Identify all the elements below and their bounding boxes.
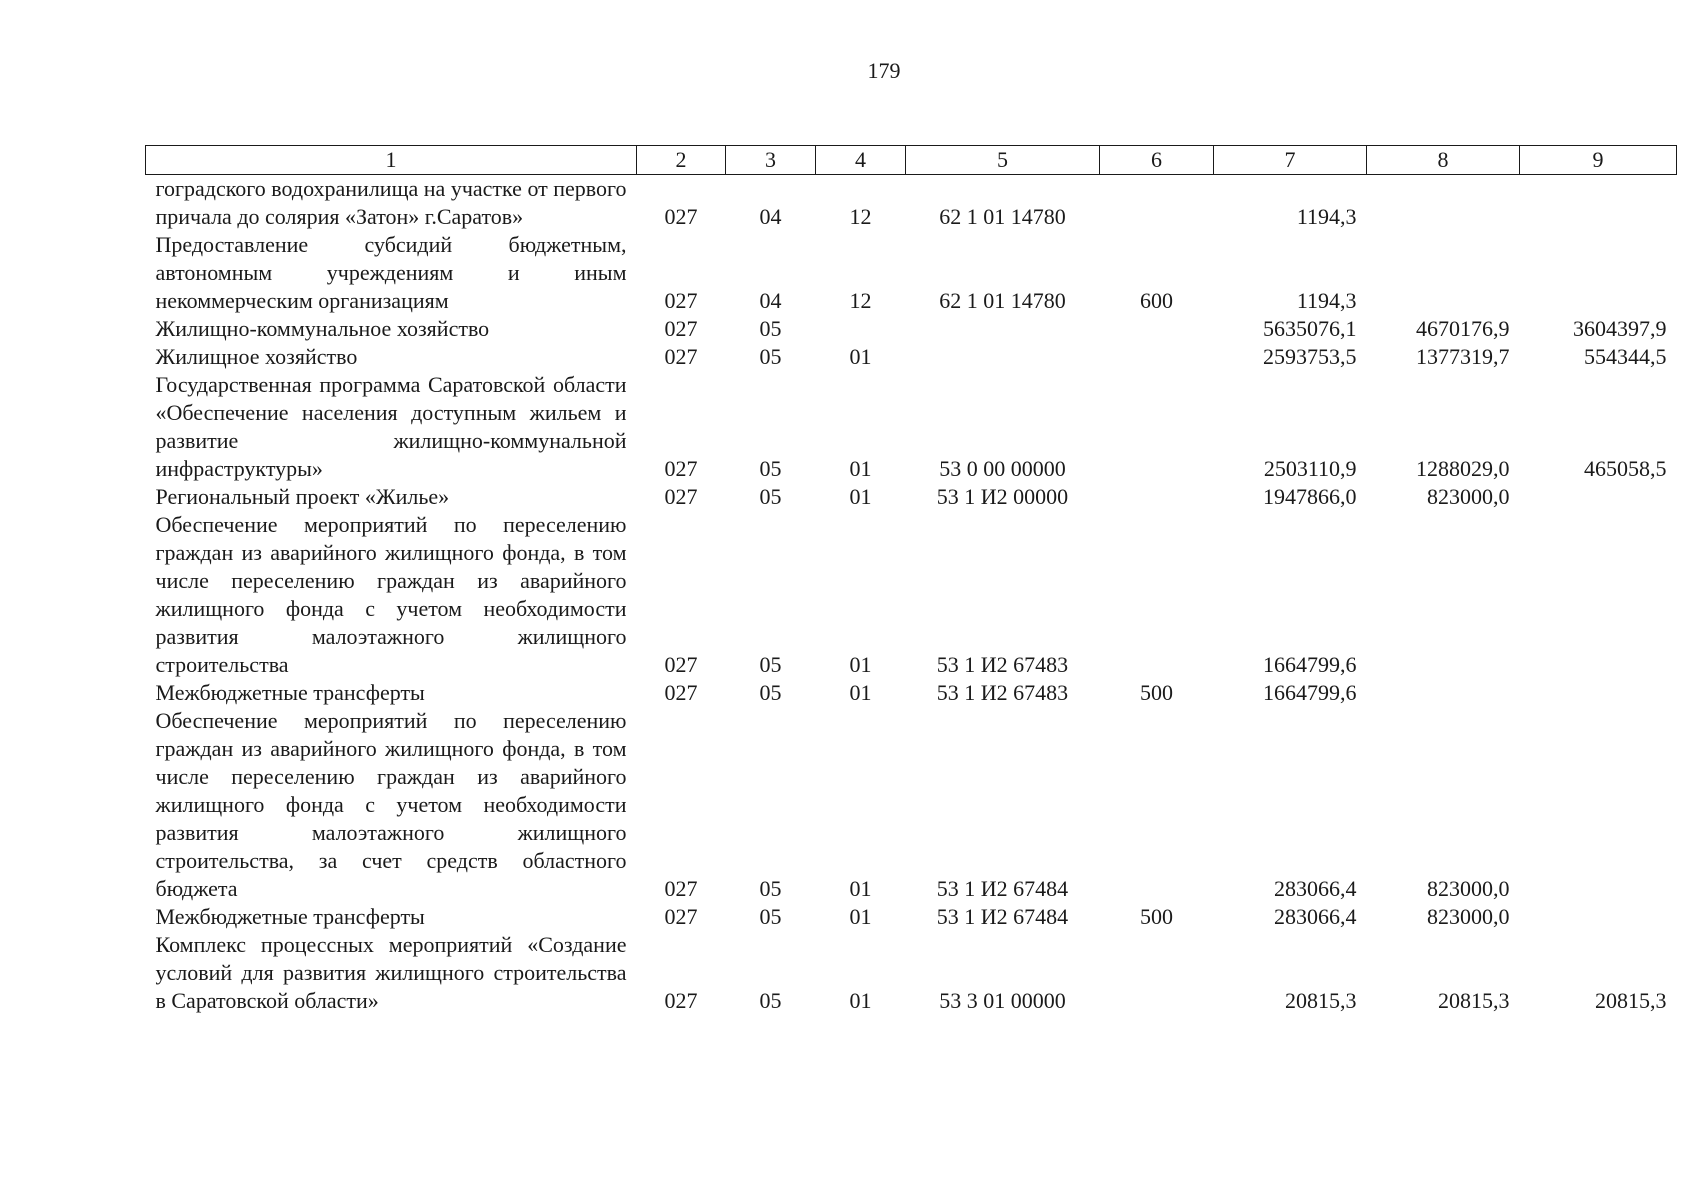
target-article-code — [906, 343, 1100, 371]
subsection-code: 12 — [849, 288, 872, 313]
column-header: 7 — [1214, 146, 1367, 175]
ministry-code: 027 — [664, 876, 698, 901]
target-article-code: 53 1 И2 67484 — [936, 876, 1069, 901]
column-header: 3 — [726, 146, 816, 175]
amount-year-3: 3604397,9 — [1573, 316, 1667, 341]
item-name: Региональный проект «Жилье» — [155, 484, 450, 509]
expense-type-code — [1100, 707, 1214, 903]
amount-year-1: 1664799,6 — [1263, 680, 1357, 705]
subsection-code: 01 — [849, 344, 872, 369]
ministry-code: 027 — [664, 316, 698, 341]
column-header: 1 — [146, 146, 637, 175]
amount-year-2: 20815,3 — [1438, 988, 1510, 1013]
amount-year-3: 465058,5 — [1584, 456, 1667, 481]
item-name: Межбюджетные трансферты — [155, 680, 425, 705]
amount-year-1: 1947866,0 — [1263, 484, 1357, 509]
table-row — [146, 483, 1677, 511]
ministry-code: 027 — [664, 344, 698, 369]
subsection-code — [816, 315, 906, 343]
item-name: гоградского водохранилища на участке от первого причала до солярия «Затон» г.Саратов» — [155, 176, 627, 229]
amount-year-1: 1664799,6 — [1263, 652, 1357, 677]
ministry-code: 027 — [664, 652, 698, 677]
table-row — [146, 707, 1677, 903]
subsection-code: 01 — [849, 988, 872, 1013]
section-code: 05 — [759, 316, 782, 341]
amount-year-3 — [1520, 511, 1677, 679]
table-row — [146, 903, 1677, 931]
ministry-code: 027 — [664, 680, 698, 705]
amount-year-3 — [1520, 175, 1677, 232]
expense-type-code: 500 — [1140, 904, 1173, 929]
table-row — [146, 511, 1677, 679]
item-name: Государственная программа Саратовской области «Обеспечение населения доступным жильем и развитие жилищно-коммунальной инфраструктуры» — [155, 372, 627, 481]
item-name: Жилищно-коммунальное хозяйство — [155, 316, 490, 341]
expense-type-code — [1100, 343, 1214, 371]
amount-year-2: 823000,0 — [1427, 904, 1510, 929]
amount-year-3 — [1520, 483, 1677, 511]
amount-year-2: 823000,0 — [1427, 484, 1510, 509]
section-code: 05 — [759, 904, 782, 929]
subsection-code: 01 — [849, 652, 872, 677]
expense-type-code: 600 — [1140, 288, 1173, 313]
target-article-code: 53 0 00 00000 — [939, 456, 1066, 481]
target-article-code: 53 1 И2 67484 — [936, 904, 1069, 929]
column-header: 4 — [816, 146, 906, 175]
item-name: Обеспечение мероприятий по переселению граждан из аварийного жилищного фонда, в том числе переселению граждан из аварийного жилищного фонда с учетом необходимости развития малоэтажного жилищного строительства — [155, 512, 627, 677]
page-number: 179 — [867, 58, 901, 83]
target-article-code — [906, 315, 1100, 343]
ministry-code: 027 — [664, 288, 698, 313]
table-row — [146, 679, 1677, 707]
column-header: 6 — [1100, 146, 1214, 175]
amount-year-3: 20815,3 — [1595, 988, 1667, 1013]
target-article-code: 62 1 01 14780 — [939, 204, 1066, 229]
section-code: 05 — [759, 680, 782, 705]
amount-year-3 — [1520, 231, 1677, 315]
ministry-code: 027 — [664, 484, 698, 509]
ministry-code: 027 — [664, 988, 698, 1013]
expense-type-code — [1100, 931, 1214, 1015]
amount-year-2 — [1367, 231, 1520, 315]
section-code: 04 — [759, 288, 782, 313]
amount-year-3 — [1520, 903, 1677, 931]
expense-type-code — [1100, 483, 1214, 511]
amount-year-2: 1288029,0 — [1416, 456, 1510, 481]
column-header: 8 — [1367, 146, 1520, 175]
table-row — [146, 343, 1677, 371]
amount-year-1: 5635076,1 — [1263, 316, 1357, 341]
target-article-code: 53 1 И2 67483 — [936, 652, 1069, 677]
column-header: 2 — [637, 146, 726, 175]
column-header: 5 — [906, 146, 1100, 175]
amount-year-1: 1194,3 — [1296, 204, 1357, 229]
amount-year-2 — [1367, 175, 1520, 232]
expense-type-code — [1100, 511, 1214, 679]
section-code: 05 — [759, 988, 782, 1013]
table-row — [146, 175, 1677, 232]
amount-year-3 — [1520, 707, 1677, 903]
ministry-code: 027 — [664, 904, 698, 929]
amount-year-1: 20815,3 — [1285, 988, 1357, 1013]
amount-year-3 — [1520, 679, 1677, 707]
amount-year-2: 823000,0 — [1427, 876, 1510, 901]
amount-year-2: 4670176,9 — [1416, 316, 1510, 341]
budget-table — [145, 145, 1677, 1015]
section-code: 05 — [759, 652, 782, 677]
amount-year-2: 1377319,7 — [1416, 344, 1510, 369]
amount-year-1: 283066,4 — [1274, 876, 1357, 901]
subsection-code: 01 — [849, 484, 872, 509]
amount-year-1: 1194,3 — [1296, 288, 1357, 313]
section-code: 05 — [759, 344, 782, 369]
subsection-code: 01 — [849, 456, 872, 481]
item-name: Комплекс процессных мероприятий «Создание условий для развития жилищного строительства в Саратовской области» — [155, 932, 627, 1013]
section-code: 05 — [759, 484, 782, 509]
column-header: 9 — [1520, 146, 1677, 175]
target-article-code: 62 1 01 14780 — [939, 288, 1066, 313]
target-article-code: 53 3 01 00000 — [939, 988, 1066, 1013]
amount-year-3: 554344,5 — [1584, 344, 1667, 369]
ministry-code: 027 — [664, 456, 698, 481]
expense-type-code — [1100, 315, 1214, 343]
expense-type-code — [1100, 175, 1214, 232]
item-name: Обеспечение мероприятий по переселению граждан из аварийного жилищного фонда, в том числе переселению граждан из аварийного жилищного фонда с учетом необходимости развития малоэтажного жилищного строительства, за счет средств областного бюджета — [155, 708, 627, 901]
amount-year-1: 2503110,9 — [1263, 456, 1357, 481]
item-name: Межбюджетные трансферты — [155, 904, 425, 929]
target-article-code: 53 1 И2 67483 — [936, 680, 1069, 705]
item-name: Жилищное хозяйство — [155, 344, 358, 369]
target-article-code: 53 1 И2 00000 — [936, 484, 1069, 509]
header-row — [146, 146, 1677, 175]
item-name: Предоставление субсидий бюджетным, автономным учреждениям и иным некоммерческим организациям — [155, 232, 627, 313]
amount-year-2 — [1367, 511, 1520, 679]
table-row — [146, 315, 1677, 343]
subsection-code: 01 — [849, 876, 872, 901]
table-row — [146, 231, 1677, 315]
table-row — [146, 371, 1677, 483]
amount-year-1: 283066,4 — [1274, 904, 1357, 929]
section-code: 05 — [759, 456, 782, 481]
table-row — [146, 931, 1677, 1015]
table-body — [146, 175, 1677, 1016]
section-code: 05 — [759, 876, 782, 901]
section-code: 04 — [759, 204, 782, 229]
amount-year-1: 2593753,5 — [1263, 344, 1357, 369]
ministry-code: 027 — [664, 204, 698, 229]
subsection-code: 01 — [849, 680, 872, 705]
amount-year-2 — [1367, 679, 1520, 707]
expense-type-code — [1100, 371, 1214, 483]
table-header — [146, 146, 1677, 175]
expense-type-code: 500 — [1140, 680, 1173, 705]
subsection-code: 12 — [849, 204, 872, 229]
subsection-code: 01 — [849, 904, 872, 929]
